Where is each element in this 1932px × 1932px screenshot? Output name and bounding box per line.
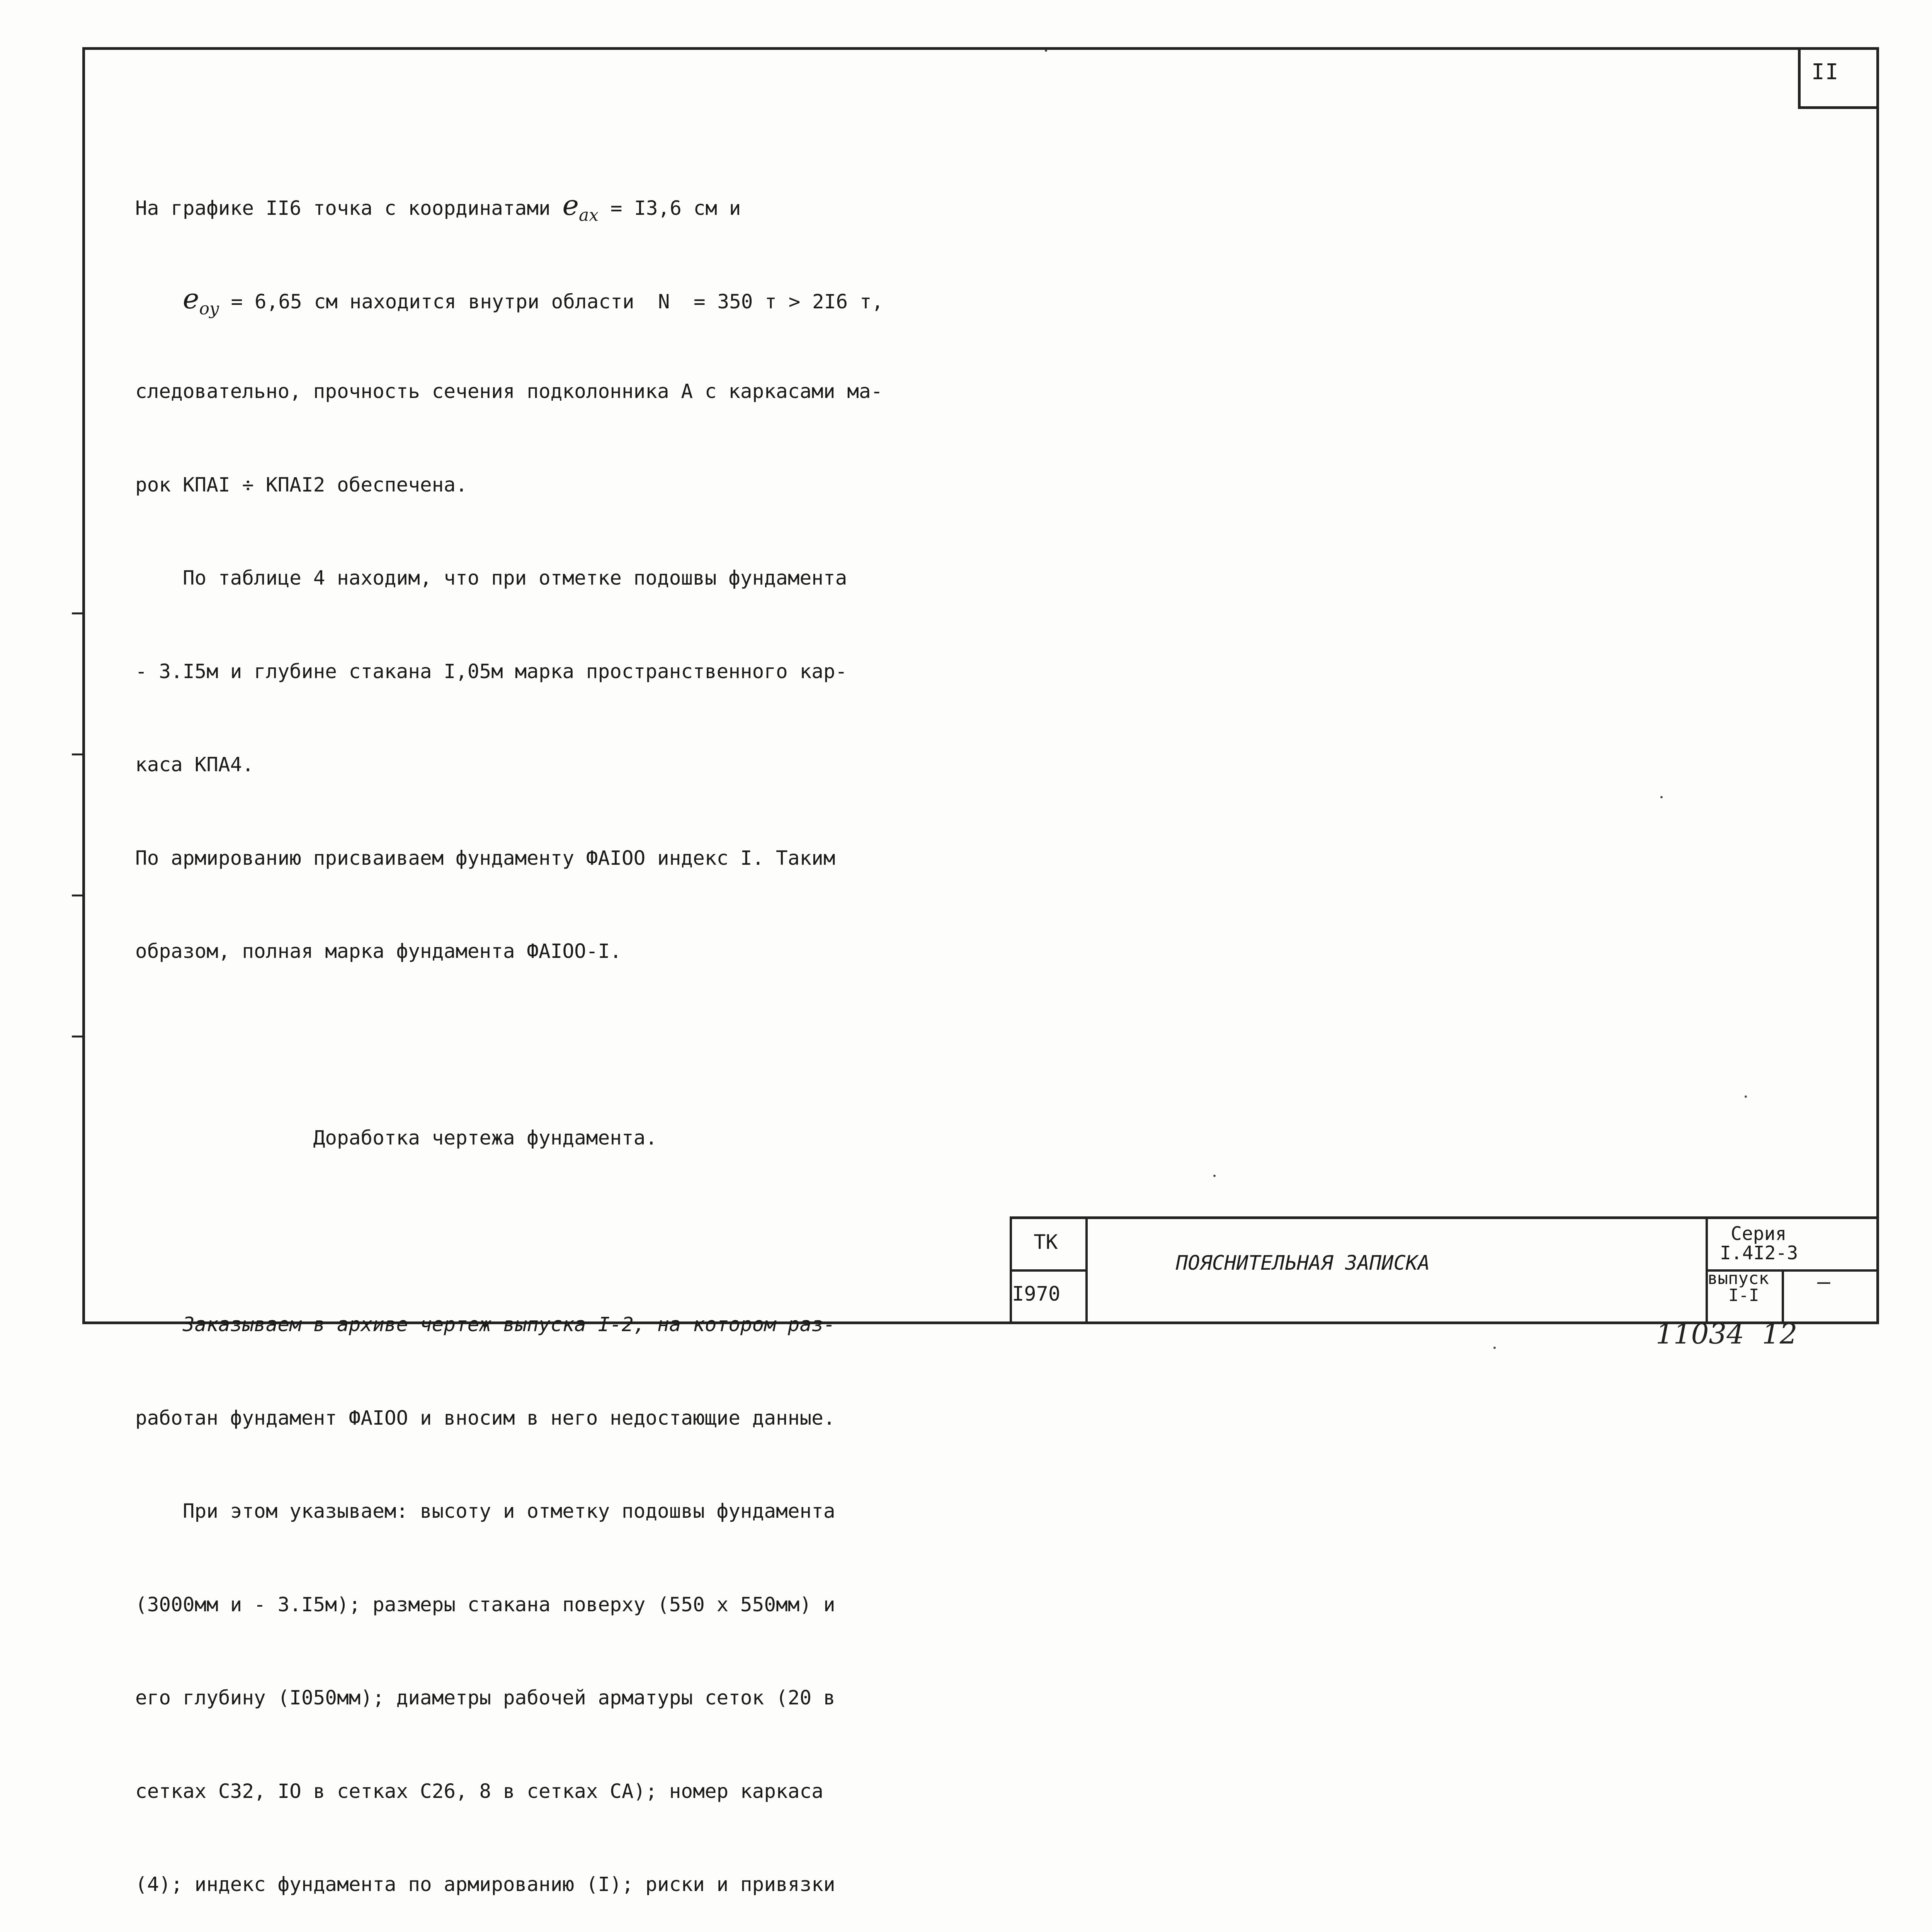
series-value: I.4I2-3 xyxy=(1720,1242,1798,1264)
sheet-dash: – xyxy=(1817,1269,1830,1294)
text-line: (3000мм и - 3.I5м); размеры стакана поверху (550 х 550мм) и xyxy=(135,1593,835,1616)
scan-speck xyxy=(1213,1175,1216,1177)
stamp-title: ПОЯСНИТЕЛЬНАЯ ЗАПИСКА xyxy=(1176,1252,1430,1275)
scan-speck xyxy=(1493,1347,1496,1349)
text-line: образом, полная марка фундамента ФАIOO-I. xyxy=(135,940,622,963)
blank-line xyxy=(135,1216,954,1248)
text-line: Заказываем в архиве чертеж выпуска I-2, на котором раз- xyxy=(135,1313,835,1336)
scan-speck xyxy=(1745,1095,1747,1098)
stamp-divider xyxy=(1782,1269,1784,1324)
stamp-org: ТК xyxy=(1034,1231,1058,1254)
inventory-number: 11034 xyxy=(1656,1318,1745,1350)
e-oy-symbol: $e_{oy}$ xyxy=(182,282,219,318)
issue-value: I-I xyxy=(1728,1286,1759,1305)
issue-label: выпуск xyxy=(1708,1269,1769,1288)
text-line: работан фундамент ФАIOO и вносим в него недостающие данные. xyxy=(135,1406,835,1430)
stamp-divider xyxy=(1010,1269,1085,1272)
e-ax-symbol: $e_{ax}$ xyxy=(562,189,599,225)
margin-tick xyxy=(72,753,82,755)
text-line: его глубину (I050мм); диаметры рабочей арматуры сеток (20 в xyxy=(135,1687,835,1709)
text-line: По армированию присваиваем фундаменту ФАIOO индекс I. Таким xyxy=(135,847,835,870)
text-line: следовательно, прочность сечения подколонника А с каркасами ма- xyxy=(135,380,883,403)
text-line: По таблице 4 находим, что при отметке подошвы фундамента xyxy=(135,567,847,590)
text-line: На графике II6 точка с координатами $e_{ax} = I3,6$ см и xyxy=(135,189,741,225)
blank-line xyxy=(135,1030,954,1061)
sheet-number-box xyxy=(1798,47,1879,109)
title-block xyxy=(1010,1216,1879,1324)
margin-tick xyxy=(72,895,82,896)
section-heading: Доработка чертежа фундамента. xyxy=(313,1127,658,1150)
text-line: каса КПА4. xyxy=(135,753,254,776)
text-line: рок КПАI ÷ КПАI2 обеспечена. xyxy=(135,473,468,497)
text-line: $e_{oy} = 6,65$ см находится внутри области N = 350 т > 2I6 т, xyxy=(182,282,884,318)
text-line: - 3.I5м и глубине стакана I,05м марка пространственного кар- xyxy=(135,660,847,683)
stamp-divider xyxy=(1010,1219,1012,1324)
scan-speck xyxy=(1045,49,1047,52)
explanatory-text xyxy=(135,128,954,1932)
text-line: (4); индекс фундамента по армированию (I); риски и привязки xyxy=(135,1873,835,1896)
stamp-year: I970 xyxy=(1012,1282,1061,1306)
series-label: Серия xyxy=(1731,1223,1787,1245)
margin-tick xyxy=(72,612,82,614)
stamp-divider xyxy=(1085,1219,1088,1324)
margin-tick xyxy=(72,1036,82,1037)
stamp-divider xyxy=(1010,1322,1879,1324)
text-line: При этом указываем: высоту и отметку подошвы фундамента xyxy=(135,1500,835,1523)
scan-speck xyxy=(1660,796,1663,798)
page-number: 12 xyxy=(1762,1318,1798,1350)
text-line: сетках С32, IO в сетках С26, 8 в сетках СА); номер каркаса xyxy=(135,1780,823,1803)
sheet-number: II xyxy=(1811,60,1839,85)
